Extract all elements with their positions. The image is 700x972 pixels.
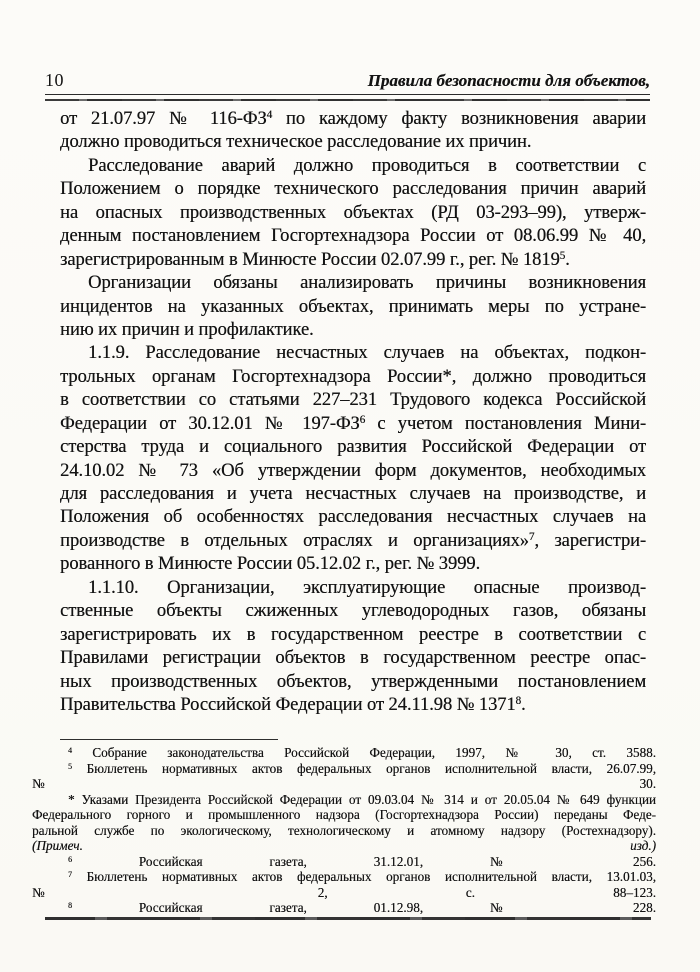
text-line: № 30. (32, 776, 656, 791)
text-line: стерства труда и социального развития Российской Федерации от (60, 436, 646, 458)
text-line: 24.10.02 № 73 «Об утверждении форм документов, необходимых (60, 459, 646, 481)
text-line: ральной службе по экологическому, технологическому и атомному надзору (Ростехнадзору). (32, 822, 656, 838)
text-line: № 2, с. 88–123. (32, 884, 656, 900)
text-line: трольных органам Госгортехнадзора России*, должно проводиться (60, 365, 646, 387)
text-line: Правительства Российской Федерации от 24.11.98 № 1371$^8$. (60, 693, 526, 715)
text-line: зарегистрированным в Минюсте России 02.07.99 г., рег. № 1819$^5$. (60, 248, 570, 270)
text-line: денным постановлением Госгортехнадзора России от 08.06.99 № 40, (60, 225, 646, 247)
text-line: $^4$ Собрание законодательства Российской Федерации, 1997, № 30, ст. 3588. (68, 745, 656, 760)
footnotes (32, 745, 656, 916)
text-line: Федерального горного и промышленного надзора (Госгортехнадзора России) переданы Феде- (32, 807, 656, 822)
text-line: от 21.07.97 № $116-ФЗ^4$ по каждому факту возникновения аварии (60, 108, 646, 129)
running-title: Правила безопасности для объектов, (367, 71, 650, 90)
text-line: Организации обязаны анализировать причины возникновения (88, 272, 646, 294)
page-number: 10 (45, 70, 64, 90)
text-line: ных производственных объектов, утвержденными постановлением (60, 670, 646, 692)
footnote-separator (60, 739, 278, 740)
text-line: Положения об особенностях расследования несчастных случаев на (60, 506, 646, 528)
text-line: Правилами регистрации объектов в государственном реестре опас- (60, 647, 646, 669)
text-line: * Указами Президента Российской Федерации от 09.03.04 № 314 и от 20.05.04 № 649 функции (68, 791, 656, 807)
bottom-rule (45, 917, 651, 920)
text-line: (Примеч. изд.) (32, 838, 656, 853)
running-head (45, 70, 650, 95)
text-line: Федерации от 30.12.01 № $197-ФЗ^6$ с учетом постановления Мини- (60, 412, 646, 434)
text-line: на опасных производственных объектах (РД 03-293–99), утверж- (60, 201, 646, 223)
text-line: должно проводиться техническое расследование их причин. (60, 131, 532, 153)
text-line: $^7$ Бюллетень нормативных актов федеральных органов исполнительной власти, 13.01.03, (68, 869, 656, 884)
text-line: ственные объекты сжиженных углеводородных газов, обязаны (60, 600, 646, 622)
text-line: $^8$ Российская газета, 01.12.98, № 228. (68, 900, 656, 915)
text-line: 1.1.10. Организации, эксплуатирующие опасные производ- (88, 576, 646, 598)
text-line: для расследования и учета несчастных случаев на производстве, и (60, 483, 646, 504)
text-line: рованного в Минюсте России 05.12.02 г., рег. № 3999. (60, 553, 481, 575)
text-line: $^5$ Бюллетень нормативных актов федеральных органов исполнительной власти, 26.07.99, (68, 760, 656, 776)
text-line: $^6$ Российская газета, 31.12.01, № 256. (68, 853, 656, 869)
text-line: зарегистрировать их в государственном реестре в соответствии с (60, 623, 646, 645)
text-line: нию их причин и профилактике. (60, 318, 314, 340)
text-line: в соответствии со статьями 227–231 Трудового кодекса Российской (60, 389, 646, 411)
header-rule (45, 99, 650, 101)
text-line: производстве в отдельных отраслях и организациях»$^7$, зарегистри- (60, 529, 646, 551)
body-text (60, 107, 646, 716)
text-line: Положением о порядке технического расследования причин аварий (60, 178, 646, 200)
text-line: инцидентов на указанных объектах, принимать меры по устране- (60, 295, 646, 317)
text-line: 1.1.9. Расследование несчастных случаев на объектах, подкон- (88, 342, 646, 364)
text-line: Расследование аварий должно проводиться в соответствии с (88, 154, 646, 176)
